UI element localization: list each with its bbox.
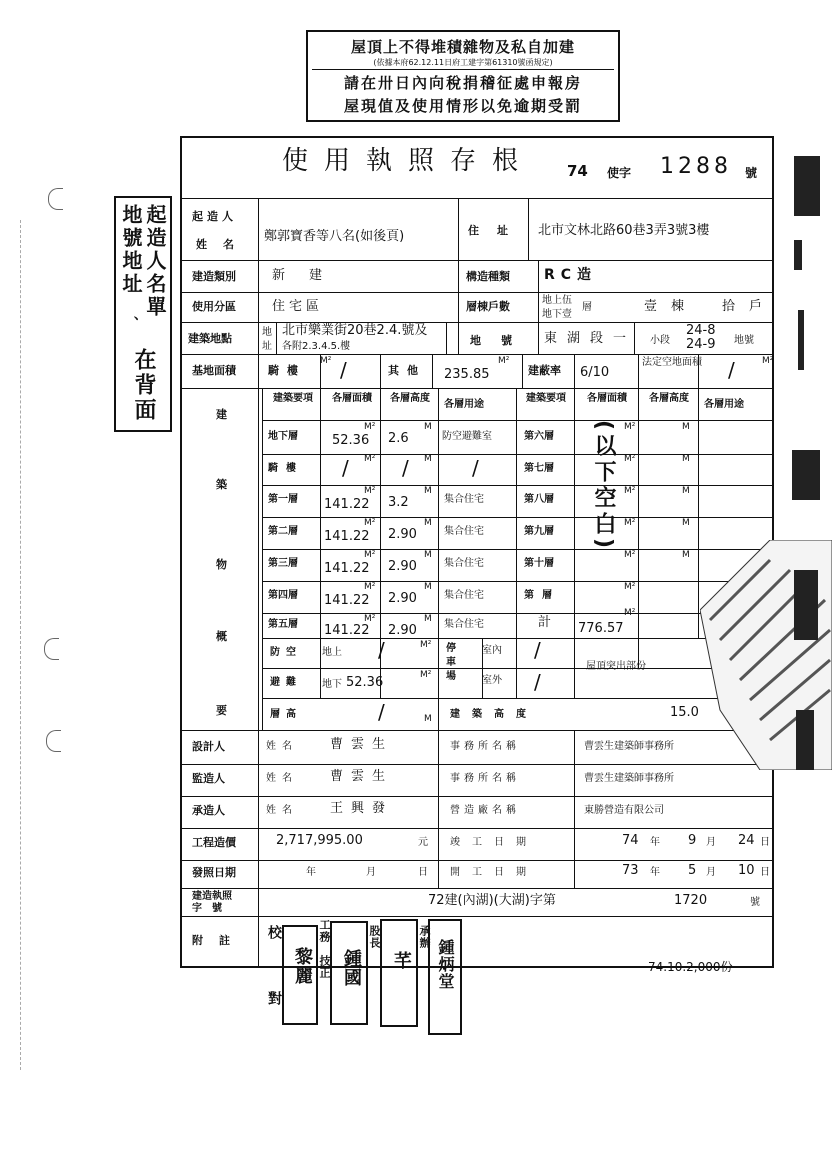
- site-area-label: 基地面積: [192, 364, 236, 377]
- notice-line-1: 屋頂上不得堆積雜物及私自加建: [350, 38, 575, 56]
- stamp-label-engineer: 技正: [318, 955, 331, 979]
- floors-below: 地下壹: [542, 309, 572, 320]
- side-note-col3: 在背面: [131, 348, 156, 423]
- overview-label-4: 概: [216, 630, 227, 643]
- row-use: 集合住宅: [444, 494, 484, 505]
- stamp-label-verify: 對: [266, 991, 282, 1006]
- remarks-label: 附註: [192, 934, 246, 947]
- permit-number: 1720: [674, 893, 708, 908]
- license-prefix: 74: [567, 162, 588, 180]
- license-number: 1288: [660, 154, 732, 179]
- shelter-below-label: 地下: [322, 679, 342, 690]
- row-use: /: [472, 456, 479, 480]
- row-item-2: 第八層: [524, 494, 554, 505]
- overview-label-3: 物: [216, 558, 227, 571]
- stamp-2: 鍾國: [330, 921, 368, 1025]
- col-header-area: 各層面積: [332, 393, 372, 404]
- applicant-label-top: 起造人: [192, 210, 237, 223]
- top-notice-stamp: [306, 30, 620, 122]
- designer-name: 曹雲生: [330, 737, 394, 752]
- start-date-label: 開工日期: [450, 867, 538, 878]
- side-note-stamp: [114, 196, 172, 432]
- start-day: 10: [738, 863, 755, 878]
- stamp-label-check: 校: [266, 925, 282, 940]
- notice-line-3: 請在卅日內向稅捐稽征處申報房: [343, 74, 582, 92]
- col-header-height-2: 各層高度: [649, 393, 689, 404]
- license-char: 使字: [607, 166, 632, 180]
- approval-stamps: [262, 915, 460, 1035]
- lot-label: 地號: [470, 334, 532, 347]
- stamp-3: 芊: [380, 919, 418, 1027]
- overview-label-2: 築: [216, 478, 227, 491]
- lot-number-1: 24-8: [686, 323, 716, 338]
- building-height-label: 建築高度: [450, 709, 538, 720]
- other-value: 235.85: [444, 367, 490, 382]
- col-header-area-2: 各層面積: [587, 393, 627, 404]
- designer-office: 曹雲生建築師事務所: [584, 741, 674, 752]
- side-note-sep: 、: [123, 316, 139, 333]
- side-note-col2: 地號地址: [119, 204, 143, 296]
- supervisor-name: 曹雲生: [330, 769, 394, 784]
- stamp-label-chief: 股長: [368, 925, 381, 949]
- addr-tag2: 址: [262, 341, 272, 352]
- contractor-company-label: 營造廠名稱: [450, 805, 520, 816]
- start-month: 5: [688, 863, 697, 878]
- row-item-2: 第層: [524, 590, 560, 601]
- notice-line-2: (依據本府62.12.11日府工建字第61310號函規定): [373, 58, 553, 67]
- permit-label-2: 字號: [192, 903, 232, 914]
- shelter-label-2: 避難: [270, 677, 302, 688]
- row-height: 2.6: [388, 431, 409, 446]
- row-area: 141.22: [324, 561, 370, 576]
- location-label: 建築地點: [188, 332, 232, 345]
- contractor-company: 東勝營造有限公司: [584, 805, 664, 816]
- stamp-label-works: 工務: [318, 919, 331, 943]
- binder-hole: [44, 638, 59, 660]
- row-height: 2.90: [388, 591, 417, 606]
- supervisor-name-label: 姓名: [266, 773, 298, 784]
- row-height: 2.90: [388, 623, 417, 638]
- building-type-label: 建造類別: [192, 270, 236, 283]
- print-info: 74.10.2,000份: [648, 960, 733, 974]
- right-margin-marks: [788, 150, 828, 850]
- applicant-label-bottom: 姓名: [196, 238, 250, 251]
- permit-value: 72建(內湖)(大湖)字第: [428, 893, 556, 908]
- license-suffix: 號: [745, 166, 758, 180]
- small-section: 小段: [650, 335, 670, 346]
- row-item: 第一層: [268, 494, 298, 505]
- supervisor-label: 監造人: [192, 772, 225, 785]
- row-area: 52.36: [332, 433, 370, 448]
- row-height: 3.2: [388, 495, 409, 510]
- row-item: 地下層: [268, 431, 298, 442]
- issue-date-label: 發照日期: [192, 866, 236, 879]
- building-count: 壹棟: [644, 299, 699, 314]
- cost-unit: 元: [418, 837, 428, 848]
- lot-area: 東湖段一: [544, 331, 637, 346]
- floor-unit: 層: [582, 302, 592, 313]
- row-item: 第二層: [268, 526, 298, 537]
- row-height: /: [402, 456, 409, 480]
- row-area: 141.22: [324, 623, 370, 638]
- row-use: 防空避難室: [442, 431, 492, 442]
- shelter-label-1: 防空: [270, 647, 302, 658]
- floors-label: 層棟戶數: [466, 300, 510, 313]
- row-item: 第四層: [268, 590, 298, 601]
- col-header-use: 各層用途: [444, 399, 484, 410]
- parking-label: 停車場: [446, 643, 456, 682]
- floors-above: 地上伍: [542, 295, 572, 306]
- applicant-address: 北市文林北路60巷3弄3號3樓: [538, 223, 710, 238]
- contractor-name-label: 姓名: [266, 805, 298, 816]
- total-area: 776.57: [578, 621, 624, 636]
- applicant-addr-label: 住址: [468, 224, 526, 237]
- contractor-label: 承造人: [192, 804, 225, 817]
- col-header-item-2: 建築要項: [526, 393, 566, 404]
- binder-hole: [48, 188, 63, 210]
- stamp-label-handler: 承辦: [418, 925, 431, 949]
- zoning-label: 使用分區: [192, 300, 236, 313]
- completion-year: 74: [622, 833, 639, 848]
- row-item-2: 第七層: [524, 463, 554, 474]
- col-header-height: 各層高度: [390, 393, 430, 404]
- row-item: 騎樓: [268, 463, 304, 474]
- start-year: 73: [622, 863, 639, 878]
- supervisor-office-label: 事務所名稱: [450, 773, 520, 784]
- location-address-1: 北市樂業街20巷2.4.號及: [282, 323, 428, 338]
- shelter-above-label: 地上: [322, 647, 342, 658]
- unit-count: 拾戶: [722, 299, 777, 314]
- other-label: 其他: [388, 364, 426, 377]
- roof-protrusion-label: 屋頂突出部份: [586, 661, 646, 672]
- side-note-col1: 起造人名單: [143, 204, 167, 319]
- lot-number-2: 24-9: [686, 337, 716, 352]
- row-area: 141.22: [324, 497, 370, 512]
- coverage-label: 建蔽率: [528, 364, 561, 377]
- addr-tag1: 地: [262, 327, 272, 338]
- cost-value: 2,717,995.00: [276, 833, 363, 848]
- shelter-below-value: 52.36: [346, 675, 384, 690]
- row-total-label: 計: [538, 615, 552, 630]
- row-item-2: 第十層: [524, 558, 554, 569]
- col-header-item: 建築要項: [273, 393, 313, 404]
- row-area: 141.22: [324, 593, 370, 608]
- row-item-2: 第六層: [524, 431, 554, 442]
- form-title: 使用執照存根: [282, 146, 535, 176]
- completion-month: 9: [688, 833, 697, 848]
- row-area: 141.22: [324, 529, 370, 544]
- col-header-use-2: 各層用途: [704, 399, 744, 410]
- row-area: /: [342, 456, 349, 480]
- designer-label: 設計人: [192, 740, 225, 753]
- structure-value: RC造: [544, 267, 598, 283]
- row-height: 2.90: [388, 527, 417, 542]
- binder-hole: [46, 730, 61, 752]
- zoning-value: 住宅區: [272, 299, 324, 314]
- structure-label: 構造種類: [466, 270, 510, 283]
- building-type-value: 新建: [272, 268, 347, 283]
- row-height: 2.90: [388, 559, 417, 574]
- stamp-4: 鍾炳堂: [428, 919, 462, 1035]
- applicant-name: 鄭郭寶香等八名(如後頁): [264, 229, 405, 244]
- building-height-value: 15.0: [670, 705, 699, 720]
- completion-label: 竣工日期: [450, 837, 538, 848]
- row-use: 集合住宅: [444, 526, 484, 537]
- scan-edge: [20, 220, 22, 1070]
- supervisor-office: 曹雲生建築師事務所: [584, 773, 674, 784]
- coverage-value: 6/10: [580, 365, 610, 380]
- cost-label: 工程造價: [192, 836, 236, 849]
- arcade-label: 騎樓: [268, 364, 306, 377]
- permit-label-1: 建造執照: [192, 891, 232, 902]
- overview-label-5: 要: [216, 704, 227, 717]
- designer-name-label: 姓名: [266, 741, 298, 752]
- permit-suffix: 號: [750, 897, 760, 908]
- notice-line-4: 屋現值及使用情形以免逾期受罰: [343, 97, 582, 115]
- row-use: 集合住宅: [444, 590, 484, 601]
- row-use: 集合住宅: [444, 619, 484, 630]
- designer-office-label: 事務所名稱: [450, 741, 520, 752]
- blank-below-mark: (以下空白): [591, 420, 616, 553]
- lot-suffix: 地號: [734, 335, 754, 346]
- floor-height-label: 層高: [270, 709, 302, 720]
- row-use: 集合住宅: [444, 558, 484, 569]
- parking-outdoor: 室外: [482, 675, 502, 686]
- location-address-2: 各附2.3.4.5.樓: [282, 341, 351, 352]
- parking-indoor: 室內: [482, 645, 502, 656]
- contractor-name: 王興發: [330, 801, 394, 816]
- open-space-label: 法定空地面積: [642, 357, 702, 368]
- row-item: 第五層: [268, 619, 298, 630]
- row-item-2: 第九層: [524, 526, 554, 537]
- row-item: 第三層: [268, 558, 298, 569]
- completion-day: 24: [738, 833, 755, 848]
- stamp-1: 黎麗: [282, 925, 318, 1025]
- permit-form: 使用執照存根 74 使字 1288 號 起造人 姓名 鄭郭寶香等八名(如後頁) 住址 北市文林北路60巷3弄3號3樓 建造類別 新建 構造種類 RC造 使用分區 住宅區 層棟戶數 地上伍 地下壹 層 壹棟 拾戶 建築地點 地 址 北市樂業街20巷2.4.號及 各附2.3.4.5.樓 地號 東湖段一 小段 24-8 24-9 地號 基地面積 騎樓 M² / 其他 235.85 M² 建蔽率 6/10 法定空地面積 / M² 建 築 物 概 要 建築要項 各層面積 各層高度 各層用途 建築要項 各層面積 各層高度 各層用途 地下層 52.36 2.6 防空避難室 第六層 M² M M² M 騎樓 / / / 第七層 M² M M² M 第一層 141.22 3.2 集合住宅 第八層 M² M M² M 第二層 141.22 2.90 集合住宅 第九層 M² M M² M 第三層 141.22 2.90 集合住宅 第十層 M² M M² M 第四層 141.22 2.90 集合住宅 第層 M² M M² 第五層 141.22 2.90 集合住宅 計 776.57 M² M M² (以下空白) 防空 避難 地上 / M² 地下 52.36 M² 停車場 室內 / 室外 / 屋頂突出部份 層高 / M 建築高度 15.0 設計人 姓名 曹雲生 事務所名稱 曹雲生建築師事務所 監造人 姓名 曹雲生 事務所名稱 曹雲生建築師事務所 承造人 姓名 王興發 營造廠名稱 東勝營造有限公司 工程造價 2,717,995.00 元 竣工日期 74 年 9 月 24 日 發照日期 年 月 日 開工日期 73 年 5 月 10 日 建造執照 字號 72建(內湖)(大湖)字第 1720 號 附註: [180, 136, 774, 968]
- overview-label-1: 建: [216, 408, 227, 421]
